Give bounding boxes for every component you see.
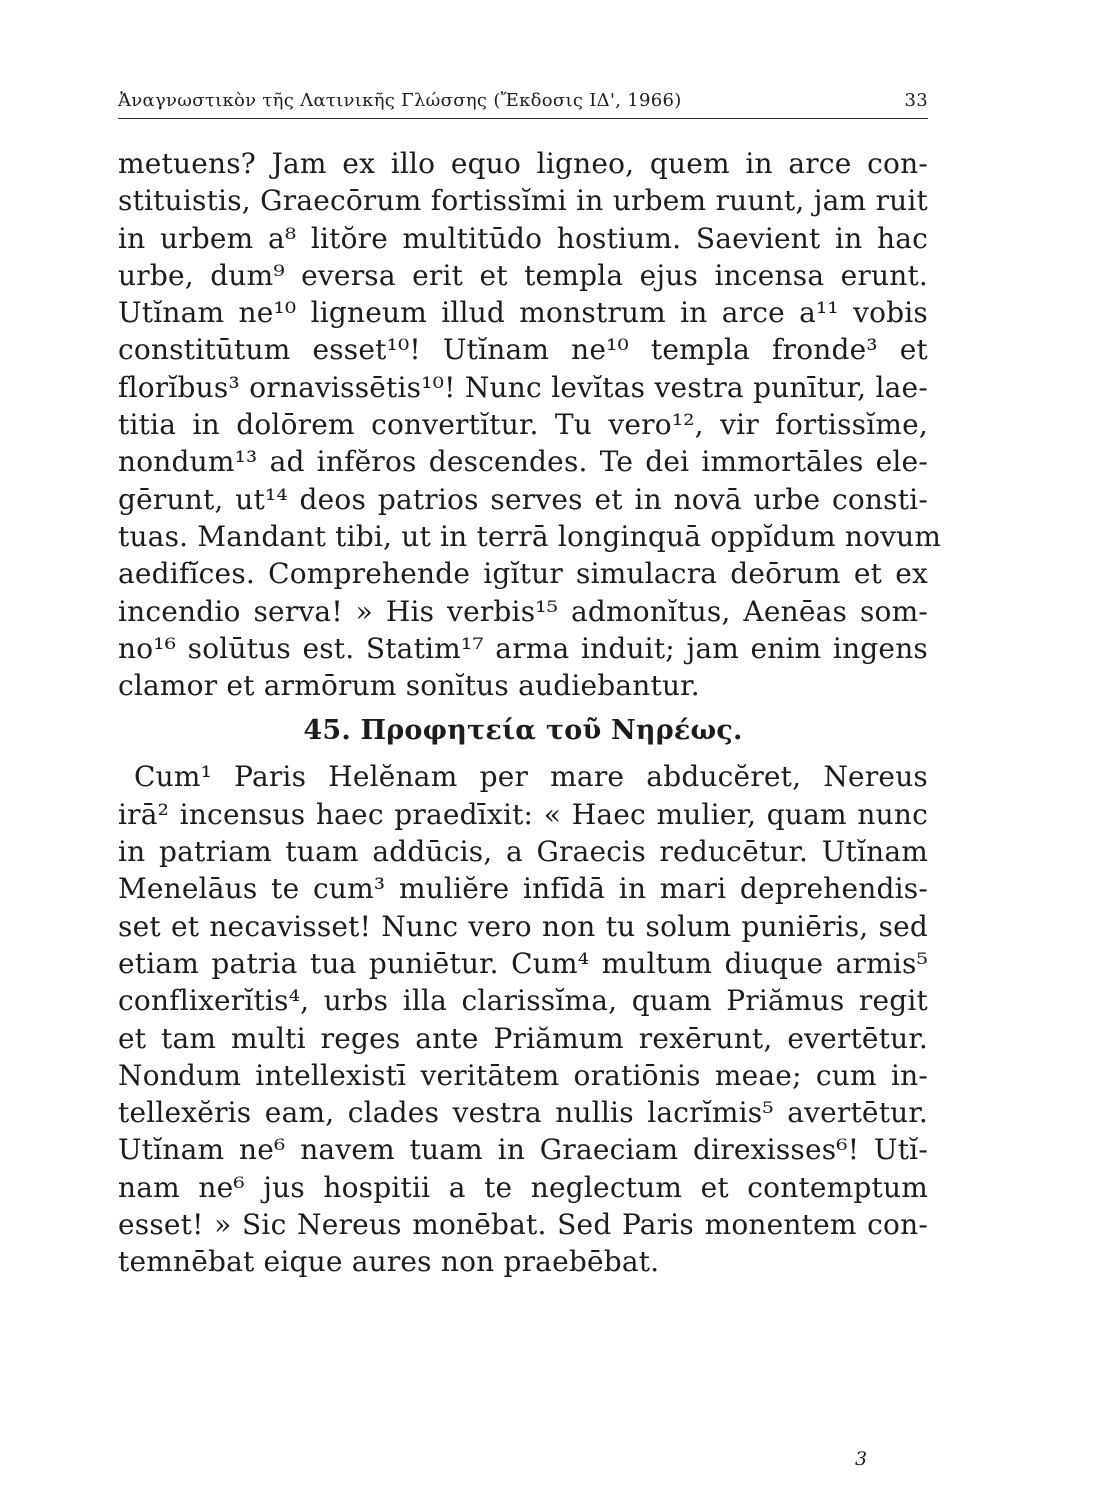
signature-mark: 3 — [855, 1448, 868, 1470]
section-heading: 45. Προφητεία τοῦ Νηρέως. — [303, 715, 743, 747]
text-line: Utĭnam ne⁶ navem tuam in Graeciam direxisses⁶! Utĭ- — [118, 1133, 928, 1167]
running-header — [118, 84, 928, 119]
book-title: Ἀναγνωστικὸν τῆς Λατινικῆς Γλώσσης (Ἔκδοσις ΙΔ', 1966) — [118, 90, 682, 111]
paragraph — [118, 758, 928, 1280]
text-line: incendio serva! » His verbis¹⁵ admonĭtus, Aenēas som- — [118, 594, 928, 628]
text-line: Menelāus te cum³ muliĕre infīdā in mari deprehendis- — [118, 872, 928, 906]
text-line: in patriam tuam addūcis, a Graecis reducētur. Utĭnam — [118, 835, 928, 869]
text-line: conflixerĭtis⁴, urbs illa clarissĭma, quam Priămus regit — [118, 984, 928, 1018]
text-line: nondum¹³ ad infĕros descendes. Te dei immortāles ele- — [118, 445, 928, 479]
text-line: titia in dolōrem convertĭtur. Tu vero¹², vir fortissĭme, — [118, 408, 928, 442]
text-line: aedifĭces. Comprehende igĭtur simulacra deōrum et ex — [118, 557, 928, 591]
text-line: tuas. Mandant tibi, ut in terrā longinquā oppĭdum novum — [118, 519, 942, 553]
text-line: no¹⁶ solūtus est. Statim¹⁷ arma induit; jam enim ingens — [118, 631, 928, 665]
text-line: urbe, dum⁹ eversa erit et templa ejus incensa erunt. — [118, 258, 928, 292]
text-line: set et necavisset! Nunc vero non tu solum puniēris, sed — [118, 909, 928, 943]
page-number: 33 — [904, 90, 928, 111]
paragraph — [118, 145, 942, 704]
text-line: et tam multi reges ante Priămum rexērunt, evertētur. — [118, 1021, 928, 1055]
text-line: stituistis, Graecōrum fortissĭmi in urbem ruunt, jam ruit — [118, 184, 928, 218]
text-line: esset! » Sic Nereus monēbat. Sed Paris monentem con- — [118, 1208, 928, 1242]
text-line: etiam patria tua puniētur. Cum⁴ multum diuque armis⁵ — [118, 946, 928, 980]
text-line: nam ne⁶ jus hospitii a te neglectum et contemptum — [118, 1170, 928, 1204]
text-line: Cum¹ Paris Helĕnam per mare abducĕret, Nereus — [134, 760, 928, 794]
text-line: in urbem a⁸ litŏre multitūdo hostium. Saevient in hac — [118, 221, 928, 255]
text-line: temnēbat eique aures non praebēbat. — [118, 1245, 660, 1279]
text-line: Utĭnam ne¹⁰ ligneum illud monstrum in arce a¹¹ vobis — [118, 296, 928, 330]
text-line: constitūtum esset¹⁰! Utĭnam ne¹⁰ templa fronde³ et — [118, 333, 928, 367]
text-line: metuens? Jam ex illo equo ligneo, quem in arce con- — [118, 147, 928, 180]
text-line: clamor et armōrum sonĭtus audiebantur. — [118, 669, 700, 703]
text-line: florĭbus³ ornavissētis¹⁰! Nunc levĭtas vestra punītur, lae- — [118, 370, 928, 404]
text-line: irā² incensus haec praedīxit: « Haec mulier, quam nunc — [118, 797, 928, 831]
text-line: Nondum intellexistī veritātem oratiōnis meae; cum in- — [118, 1058, 928, 1092]
text-line: gērunt, ut¹⁴ deos patrios serves et in novā urbe consti- — [118, 482, 928, 516]
text-line: tellexĕris eam, clades vestra nullis lacrĭmis⁵ avertētur. — [118, 1096, 928, 1130]
body-text — [118, 145, 942, 1281]
